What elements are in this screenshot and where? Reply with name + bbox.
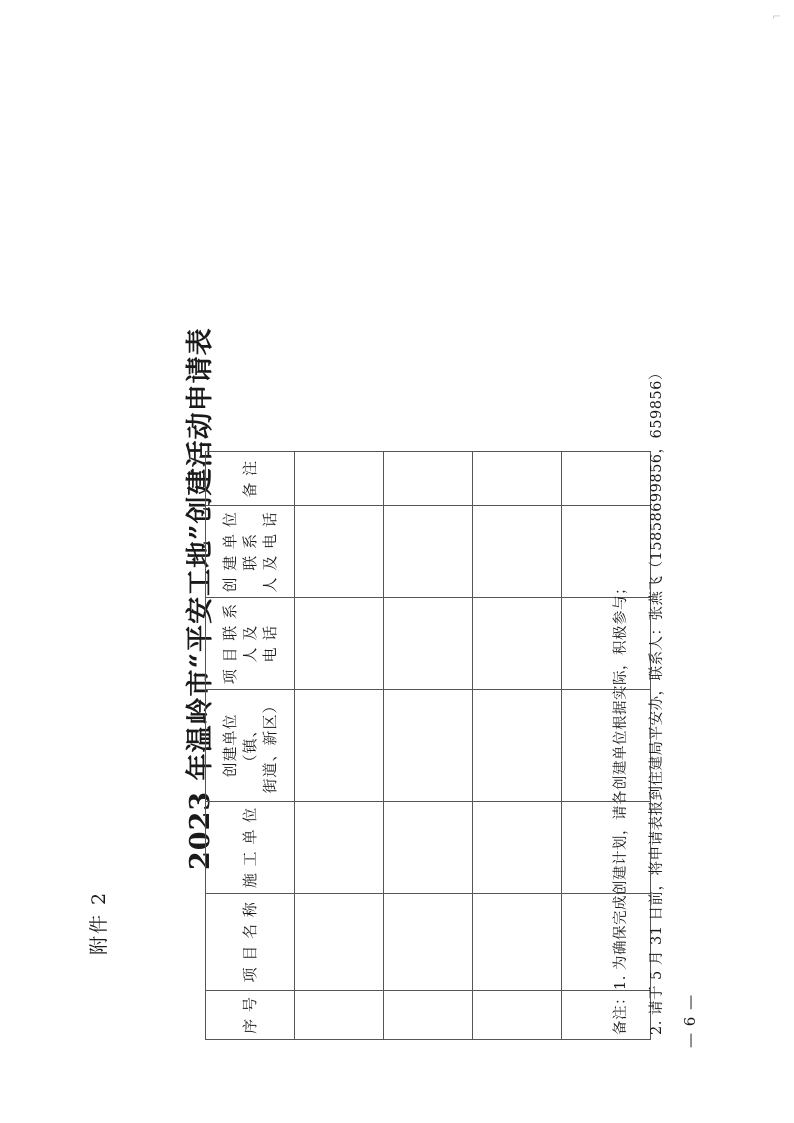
column-header-line: 项 目 联 系 人 及 xyxy=(220,602,259,685)
column-header-line: 序 号 xyxy=(240,996,259,1034)
column-header-line: 项 目 名 称 xyxy=(240,901,259,983)
page-number: — 6 — xyxy=(681,993,699,1048)
table-cell[interactable] xyxy=(295,452,384,506)
column-header-line: 街道、新区） xyxy=(261,697,280,794)
column-header-remark xyxy=(206,452,295,506)
column-header-line: 创 建 单 位 联 系 xyxy=(220,511,259,593)
column-header-unit-contact xyxy=(206,506,295,598)
column-header-creating-unit xyxy=(206,690,295,802)
scan-artifact-mark: ⌐ xyxy=(772,10,782,23)
column-header-line: 备 注 xyxy=(240,459,259,498)
table-cell[interactable] xyxy=(295,690,384,802)
table-header-row xyxy=(206,452,295,1040)
column-header-construction-unit xyxy=(206,802,295,894)
note-line-1: 备注：1. 为确保完成创建计划，请各创建单位根据实际，积极参与； xyxy=(613,580,629,1035)
table-cell[interactable] xyxy=(473,506,562,598)
table-cell[interactable] xyxy=(384,506,473,598)
table-cell[interactable] xyxy=(473,893,562,990)
page-title: 2023 年温岭市“平安工地”创建活动申请表 xyxy=(185,327,216,870)
table-cell[interactable] xyxy=(384,893,473,990)
table-cell[interactable] xyxy=(295,802,384,894)
table-row xyxy=(473,452,562,1040)
note-line-2: 2. 请于 5 月 31 日前，将申请表报到住建局平安办，联系人：张燕飞（15858699856，659856） xyxy=(648,365,665,1035)
table-cell[interactable] xyxy=(295,506,384,598)
column-header-index xyxy=(206,990,295,1039)
column-header-line: 施 工 单 位 xyxy=(240,806,259,889)
table-cell[interactable] xyxy=(295,990,384,1039)
table-cell[interactable] xyxy=(295,893,384,990)
column-header-line: 电 话 xyxy=(261,624,280,663)
table-cell[interactable] xyxy=(295,598,384,690)
table-cell[interactable] xyxy=(473,690,562,802)
table-cell[interactable] xyxy=(384,690,473,802)
table-cell[interactable] xyxy=(384,990,473,1039)
table-row xyxy=(384,452,473,1040)
table-cell[interactable] xyxy=(384,452,473,506)
column-header-project-contact xyxy=(206,598,295,690)
column-header-line: 创建单位（镇、 xyxy=(220,713,259,778)
attachment-label: 附件 2 xyxy=(88,890,110,955)
table-cell[interactable] xyxy=(384,802,473,894)
application-form-table-wrapper xyxy=(205,451,651,1040)
column-header-line: 人 及 电 话 xyxy=(261,511,280,593)
application-form-table xyxy=(205,451,651,1040)
column-header-project-name xyxy=(206,893,295,990)
table-cell[interactable] xyxy=(473,598,562,690)
table-cell[interactable] xyxy=(384,598,473,690)
table-row xyxy=(295,452,384,1040)
table-cell[interactable] xyxy=(473,802,562,894)
form-notes xyxy=(604,65,675,1035)
table-cell[interactable] xyxy=(473,990,562,1039)
table-cell[interactable] xyxy=(473,452,562,506)
